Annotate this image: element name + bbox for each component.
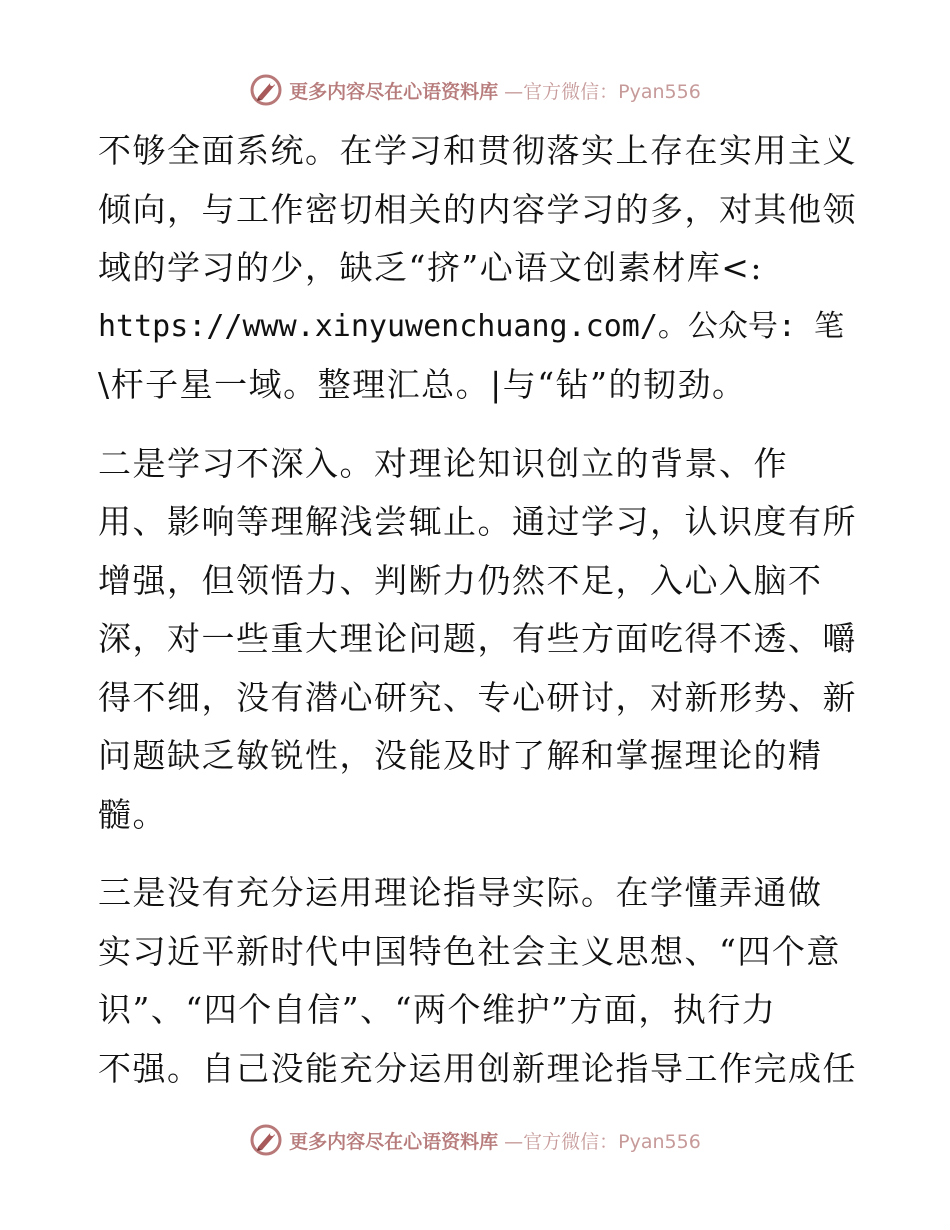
footer-banner (0, 1120, 950, 1160)
text-line: 二是学习不深入。对理论知识创立的背景、作 (98, 443, 788, 483)
pen-logo-icon (249, 73, 283, 107)
text-line: 增强，但领悟力、判断力仍然不足，入心入脑不 (98, 560, 823, 600)
text-line: 用、影响等理解浅尝辄止。通过学习，认识度有所 (98, 502, 857, 541)
banner-sub-text: —官方微信：Pyan556 (504, 1130, 701, 1153)
paragraph (98, 435, 858, 845)
text-line: \杆子星一域。整理汇总。|与“钻”的韧劲。 (98, 365, 747, 404)
banner-sub-text: —官方微信：Pyan556 (504, 80, 701, 103)
text-line: 得不细，没有潜心研究、专心研讨，对新形势、新 (98, 677, 857, 717)
text-line: 三是没有充分运用理论指导实际。在学懂弄通做 (98, 873, 823, 912)
banner-main-text: 更多内容尽在心语资料库 (289, 1130, 499, 1153)
document-body (98, 122, 858, 1098)
text-line-url: https://www.xinyuwenchuang.com/。公众号: 笔 (98, 308, 845, 344)
banner-main-text: 更多内容尽在心语资料库 (289, 80, 499, 103)
pen-logo-icon (249, 1123, 283, 1157)
text-line: 深，对一些重大理论问题，有些方面吃得不透、嚼 (98, 619, 857, 658)
text-line: 域的学习的少，缺乏“挤”心语文创素材库<: (98, 248, 764, 287)
text-line: 不够全面系统。在学习和贯彻落实上存在实用主义 (98, 131, 857, 170)
paragraph (98, 864, 858, 1098)
header-banner (0, 70, 950, 110)
text-line: 问题缺乏敏锐性，没能及时了解和掌握理论的精 (98, 736, 823, 775)
text-line: 倾向，与工作密切相关的内容学习的多，对其他领 (98, 189, 857, 229)
text-line: 实习近平新时代中国特色社会主义思想、“四个意 (98, 931, 841, 971)
text-line: 不强。自己没能充分运用创新理论指导工作完成任 (98, 1048, 857, 1088)
paragraph (98, 122, 858, 415)
text-line: 识”、“四个自信”、“两个维护”方面，执行力 (98, 990, 777, 1029)
text-line: 髓。 (98, 794, 167, 834)
